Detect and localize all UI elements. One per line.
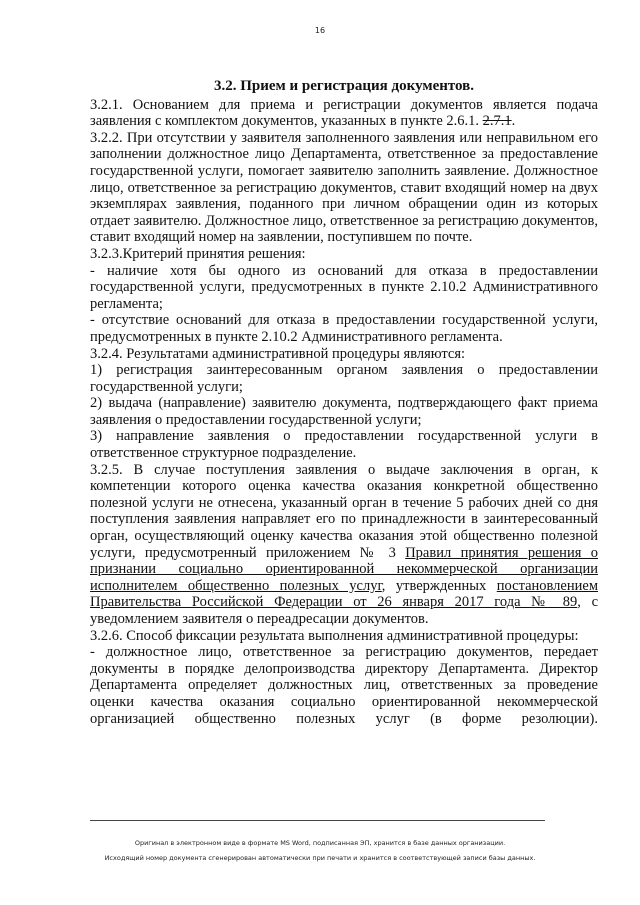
struck-reference: 2.7.1	[482, 113, 512, 130]
paragraph-3-2-6: 3.2.6. Способ фиксации результата выполнения административной процедуры:	[90, 627, 579, 644]
decree-link[interactable]: постановлением Правительства Российской Федерации от 26 января 2017 года № 89	[90, 577, 598, 611]
paragraph-3-2-2: 3.2.2. При отсутствии у заявителя заполненного заявления или неправильном его заполнении должностное лицо Департамента, ответственное за предоставление государственной услуги, помогает заявителю заполнить заявление. Должностное лицо, ответственное за регистрацию документов, ставит входящий номер на двух экземплярах заявления, поданного при личном обращении один из которых отдает заявителю. Должностное лицо, ответственное за регистрацию документов, ставит входящий номер на заявлении, поступившем по почте.	[90, 129, 598, 246]
paragraph-3-2-1	[90, 97, 598, 130]
fixation-item: - должностное лицо, ответственное за регистрацию документов, передает документы в порядке делопроизводства директору Департамента. Директор Департамента определяет должностных лиц, ответственных за проведение оценки качества оказания социально ориентированной некоммерческой организацией общественно полезных услуг (в форме резолюции).	[90, 644, 598, 727]
paragraph-3-2-5	[90, 462, 598, 628]
paragraph-text: , с уведомлением заявителя о переадресации документов.	[90, 594, 599, 627]
result-item-2: 2) выдача (направление) заявителю документа, подтверждающего факт приема заявления о предоставлении государственной услуги;	[90, 395, 598, 428]
result-item-1: 1) регистрация заинтересованным органом заявления о предоставлении государственной услуги;	[90, 362, 598, 395]
footer-divider	[90, 820, 545, 821]
paragraph-end: .	[511, 113, 516, 130]
page-number: 16	[314, 26, 326, 35]
paragraph-text: 3.2.1. Основанием для приема и регистрации документов является подача заявления с комплектом документов, указанных в пункте 2.6.1.	[90, 96, 598, 130]
rules-link[interactable]: Правил принятия решения о признании социально ориентированной некоммерческой организации исполнителем общественно полезных услуг	[90, 544, 598, 594]
result-item-3: 3) направление заявления о предоставлении государственной услуги в ответственное структурное подразделение.	[90, 428, 598, 462]
footer-line-2: Исходящий номер документа сгенерирован автоматически при печати и хранится в соответствующей записи базы данных.	[104, 854, 536, 862]
criterion-item-2: - отсутствие оснований для отказа в предоставлении государственной услуги, предусмотренных в пункте 2.10.2 Административного регламента.	[90, 312, 598, 345]
paragraph-text: , утвержденных	[381, 577, 497, 594]
section-heading: 3.2. Прием и регистрация документов.	[213, 78, 475, 94]
criterion-item-1: - наличие хотя бы одного из оснований для отказа в предоставлении государственной услуги, предусмотренных в пункте 2.10.2 Административного регламента;	[90, 262, 598, 312]
footer-line-1: Оригинал в электронном виде в формате MS Word, подписанная ЭП, хранится в базе данных организации.	[134, 839, 506, 847]
paragraph-text: 3.2.5. В случае поступления заявления о выдаче заключения в орган, к компетенции которого оценка качества оказания конкретной общественно полезной услуги не отнесена, указанный орган в течение 5 рабочих дней со дня поступления заявления направляет его по принадлежности в заинтересованный орган, осуществляющий оценку качества оказания этой общественно полезной услуги, предусмотренный приложением № 3	[90, 461, 598, 561]
paragraph-3-2-3: 3.2.3.Критерий принятия решения:	[90, 245, 306, 262]
document-body	[90, 78, 598, 727]
paragraph-3-2-4: 3.2.4. Результатами административной процедуры являются:	[90, 345, 466, 362]
